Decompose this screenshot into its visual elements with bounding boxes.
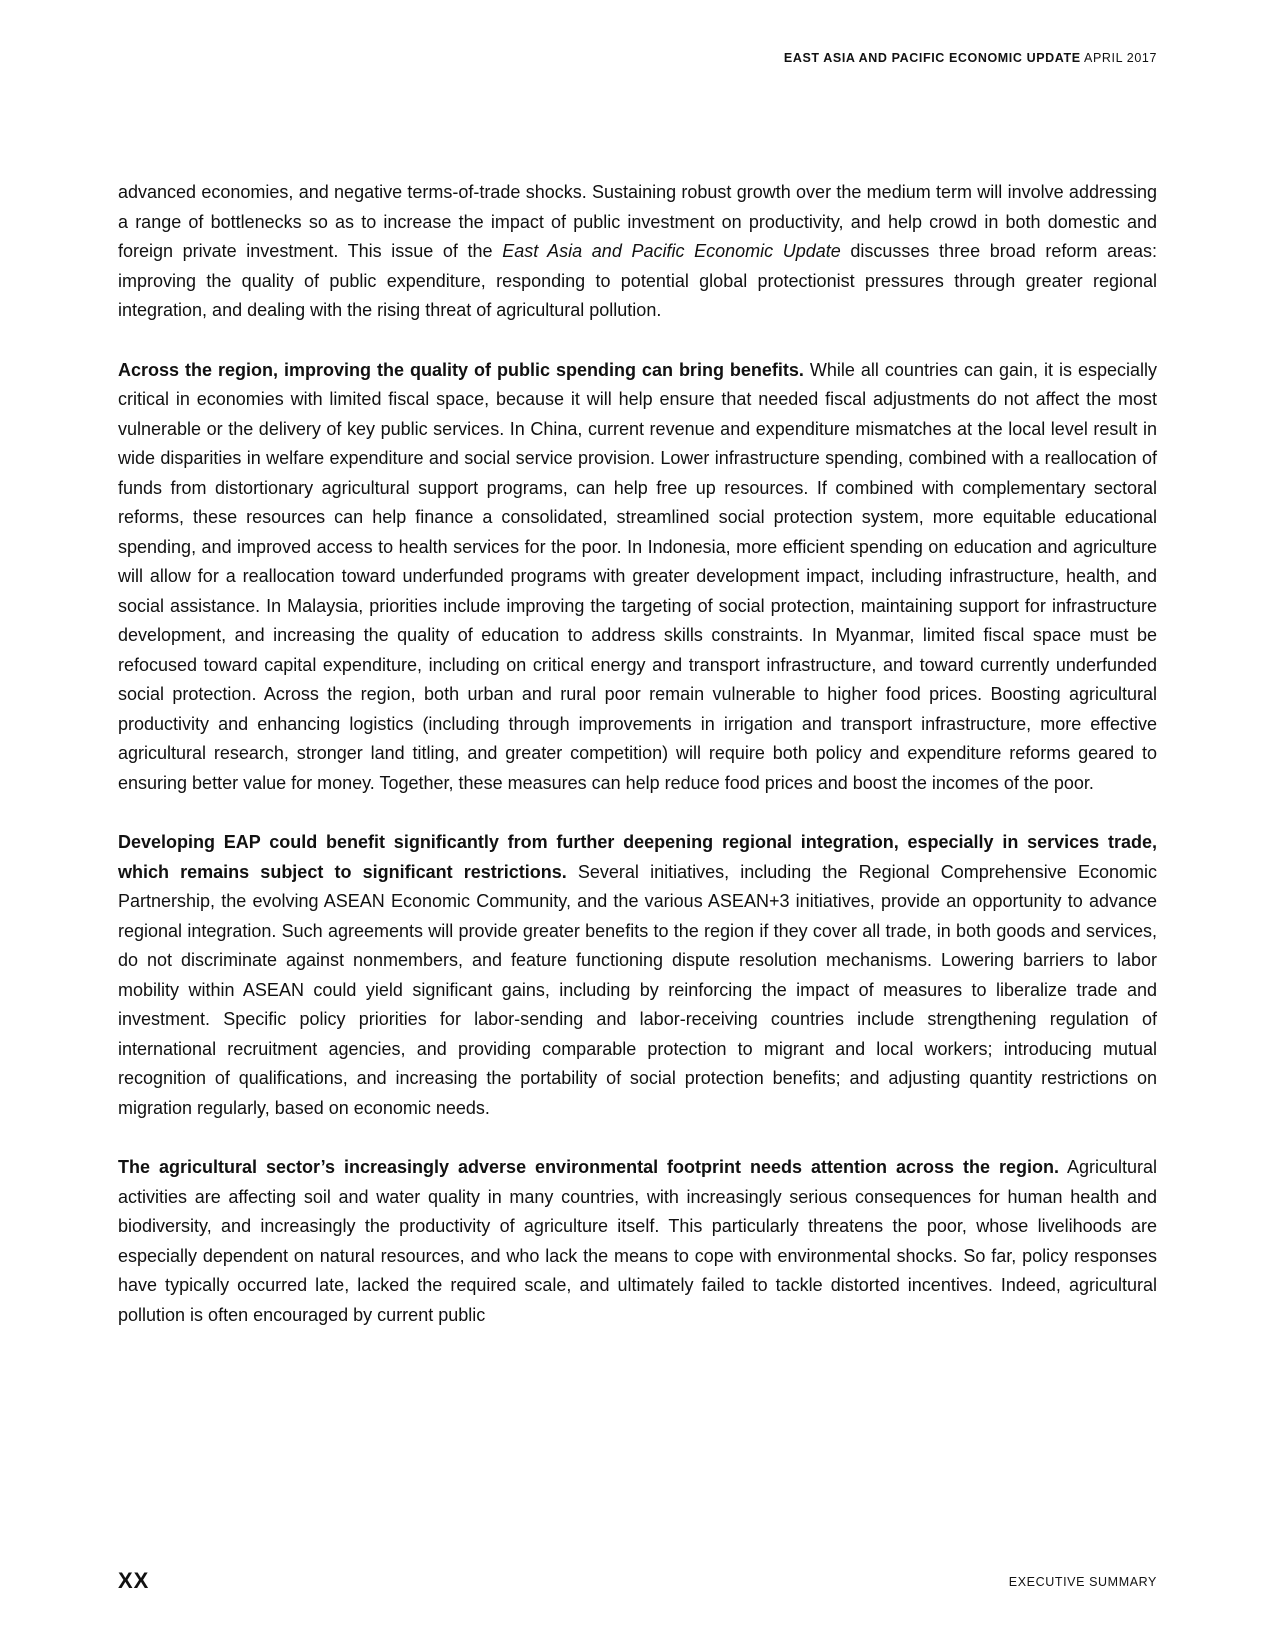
paragraph-text: advanced economies, and negative terms-of-trade shocks. Sustaining robust growth over the medium term will involve addressing a range of bottlenecks so as to increase the impact of public investment on productivity, and help crowd in both domestic and foreign private investment. This issue of the	[118, 182, 1157, 261]
paragraph-lead: Across the region, improving the quality of public spending can bring benefits.	[118, 359, 804, 380]
paragraph-text: While all countries can gain, it is especially critical in economies with limited fiscal space, because it will help ensure that needed fiscal adjustments do not affect the most vulnerable or the delivery of key public services. In China, current revenue and expenditure mismatches at the local level result in wide disparities in welfare expenditure and social service provision. Lower infrastructure spending, combined with a reallocation of funds from distortionary agricultural support programs, can help free up resources. If combined with complementary sectoral reforms, these resources can help finance a consolidated, streamlined social protection system, more equitable educational spending, and improved access to health services for the poor. In Indonesia, more efficient spending on education and agriculture will allow for a reallocation toward underfunded programs with greater development impact, including infrastructure, health, and social assistance. In Malaysia, priorities include improving the targeting of social protection, maintaining support for infrastructure development, and increasing the quality of education to address skills constraints. In Myanmar, limited fiscal space must be refocused toward capital expenditure, including on critical energy and transport infrastructure, and toward currently underfunded social protection. Across the region, both urban and rural poor remain vulnerable to higher food prices. Boosting agricultural productivity and enhancing logistics (including through improvements in irrigation and transport infrastructure, more effective agricultural research, stronger land titling, and greater competition) will require both policy and expenditure reforms geared to ensuring better value for money. Together, these measures can help reduce food prices and boost the incomes of the poor.	[118, 359, 1158, 793]
paragraph-intro-continuation	[118, 178, 1157, 326]
page-number: XX	[118, 1568, 150, 1593]
paragraph-agricultural-footprint	[118, 1153, 1157, 1330]
body-text	[118, 178, 1157, 1360]
paragraph-lead: Developing EAP could benefit significantly from further deepening regional integration, especially in services trade, which remains subject to significant restrictions.	[118, 832, 1157, 882]
paragraph-text: Several initiatives, including the Regional Comprehensive Economic Partnership, the evolving ASEAN Economic Community, and the various ASEAN+3 initiatives, provide an opportunity to advance regional integration. Such agreements will provide greater benefits to the region if they cover all trade, in both goods and services, do not discriminate against nonmembers, and feature functioning dispute resolution mechanisms. Lowering barriers to labor mobility within ASEAN could yield significant gains, including by reinforcing the impact of measures to liberalize trade and investment. Specific policy priorities for labor-sending and labor-receiving countries include strengthening regulation of international recruitment agencies, and providing comparable protection to migrant and local workers; introducing mutual recognition of qualifications, and increasing the portability of social protection benefits; and adjusting quantity restrictions on migration regularly, based on economic needs.	[118, 861, 1157, 1118]
paragraph-text: Agricultural activities are affecting soil and water quality in many countries, with increasingly serious consequences for human health and biodiversity, and increasingly the productivity of agriculture itself. This particularly threatens the poor, whose livelihoods are especially dependent on natural resources, and who lack the means to cope with environmental shocks. So far, policy responses have typically occurred late, lacked the required scale, and ultimately failed to tackle distorted incentives. Indeed, agricultural pollution is often encouraged by current public	[118, 1157, 1158, 1325]
report-date: APRIL 2017	[1084, 51, 1157, 65]
paragraph-lead: The agricultural sector’s increasingly adverse environmental footprint needs attention across the region.	[118, 1157, 1059, 1177]
report-title: EAST ASIA AND PACIFIC ECONOMIC UPDATE	[783, 51, 1081, 65]
paragraph-public-spending	[118, 356, 1157, 799]
running-header	[784, 51, 1157, 65]
publication-title: East Asia and Pacific Economic Update	[502, 241, 841, 261]
section-name: EXECUTIVE SUMMARY	[1008, 1575, 1157, 1589]
paragraph-text: discusses three broad reform areas: improving the quality of public expenditure, responding to potential global protectionist pressures through greater regional integration, and dealing with the rising threat of agricultural pollution.	[118, 241, 1158, 320]
paragraph-regional-integration	[118, 828, 1157, 1123]
